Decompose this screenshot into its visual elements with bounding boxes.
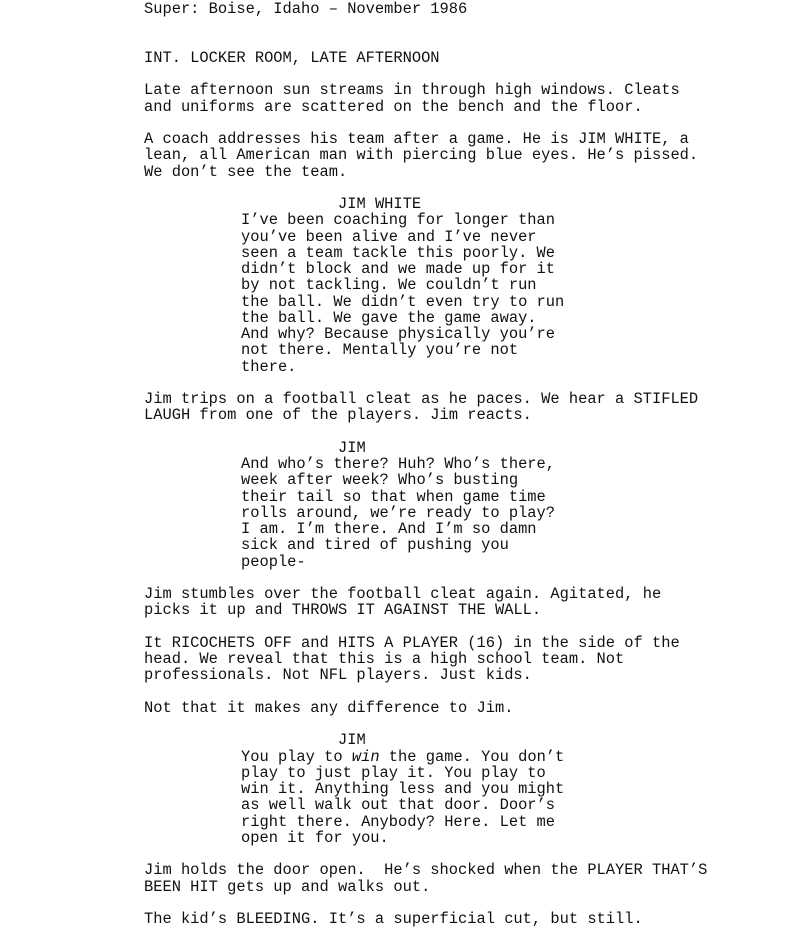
dialogue-line: their tail so that when game time [241,487,546,506]
screenplay-body [144,82,784,927]
action-line: Late afternoon sun streams in through high windows. Cleats [144,81,680,100]
action-line: Jim stumbles over the football cleat again. Agitated, he [144,585,662,603]
action-line: Jim holds the door open. He’s shocked when the PLAYER THAT’S [144,861,708,880]
action-line: Jim trips on a football cleat as he paces. We hear a STIFLED [144,390,699,408]
dialogue-line: You play to win the game. You don’t [241,747,565,766]
action-block [144,700,784,716]
action-line: The kid’s BLEEDING. It’s a superficial cut, but still. [144,910,643,928]
dialogue-line: the ball. We gave the game away. [241,308,537,327]
action-line: BEEN HIT gets up and walks out. [144,877,431,896]
action-line: lean, all American man with piercing blue eyes. He’s pissed. [144,146,699,165]
action-line: LAUGH from one of the players. Jim reacts. [144,406,532,425]
dialogue-block [144,196,784,375]
character-name: JIM WHITE [338,195,422,213]
action-block [144,635,784,684]
action-line: and uniforms are scattered on the bench and the floor. [144,97,643,116]
dialogue-line: seen a team tackle this poorly. We [241,243,556,262]
action-line: head. We reveal that this is a high school team. Not [144,650,625,668]
dialogue-line: win it. Anything less and you might [241,780,565,798]
dialogue-block [144,440,784,570]
dialogue-line: not there. Mentally you’re not [241,341,519,360]
action-line: picks it up and THROWS IT AGAINST THE WALL. [144,601,542,620]
dialogue-line: people- [241,552,306,571]
action-block [144,862,784,895]
action-line: Not that it makes any difference to Jim. [144,698,514,717]
action-line: It RICOCHETS OFF and HITS A PLAYER (16) in the side of the [144,633,680,652]
action-block [144,82,784,115]
screenplay-page [144,1,784,927]
action-block [144,131,784,180]
action-block [144,586,784,619]
character-name: JIM [338,438,366,457]
dialogue-line: by not tackling. We couldn’t run [241,276,537,295]
dialogue-line: there. [241,357,297,376]
character-name: JIM [338,731,366,750]
dialogue-line: didn’t block and we made up for it [241,260,556,278]
dialogue-line: I’ve been coaching for longer than [241,211,556,230]
action-block [144,911,784,927]
dialogue-line: right there. Anybody? Here. Let me [241,812,556,831]
dialogue-line: sick and tired of pushing you [241,536,509,555]
dialogue-line: And why? Because physically you’re [241,325,556,343]
action-block [144,391,784,424]
dialogue-line: you’ve been alive and I’ve never [241,227,537,246]
dialogue-line: rolls around, we’re ready to play? [241,503,556,522]
dialogue-line: the ball. We didn’t even try to run [241,292,565,311]
super-line: Super: Boise, Idaho – November 1986 [144,0,468,18]
scene-heading: INT. LOCKER ROOM, LATE AFTERNOON [144,48,440,67]
dialogue-line: week after week? Who’s busting [241,471,519,490]
action-line: professionals. Not NFL players. Just kids. [144,666,532,685]
action-line: A coach addresses his team after a game. He is JIM WHITE, a [144,130,689,148]
dialogue-line: as well walk out that door. Door’s [241,796,556,815]
dialogue-line: open it for you. [241,828,389,847]
dialogue-line: And who’s there? Huh? Who’s there, [241,455,556,473]
dialogue-line: play to just play it. You play to [241,763,546,782]
action-line: We don’t see the team. [144,162,348,181]
dialogue-block [144,732,784,846]
dialogue-line: I am. I’m there. And I’m so damn [241,520,537,538]
